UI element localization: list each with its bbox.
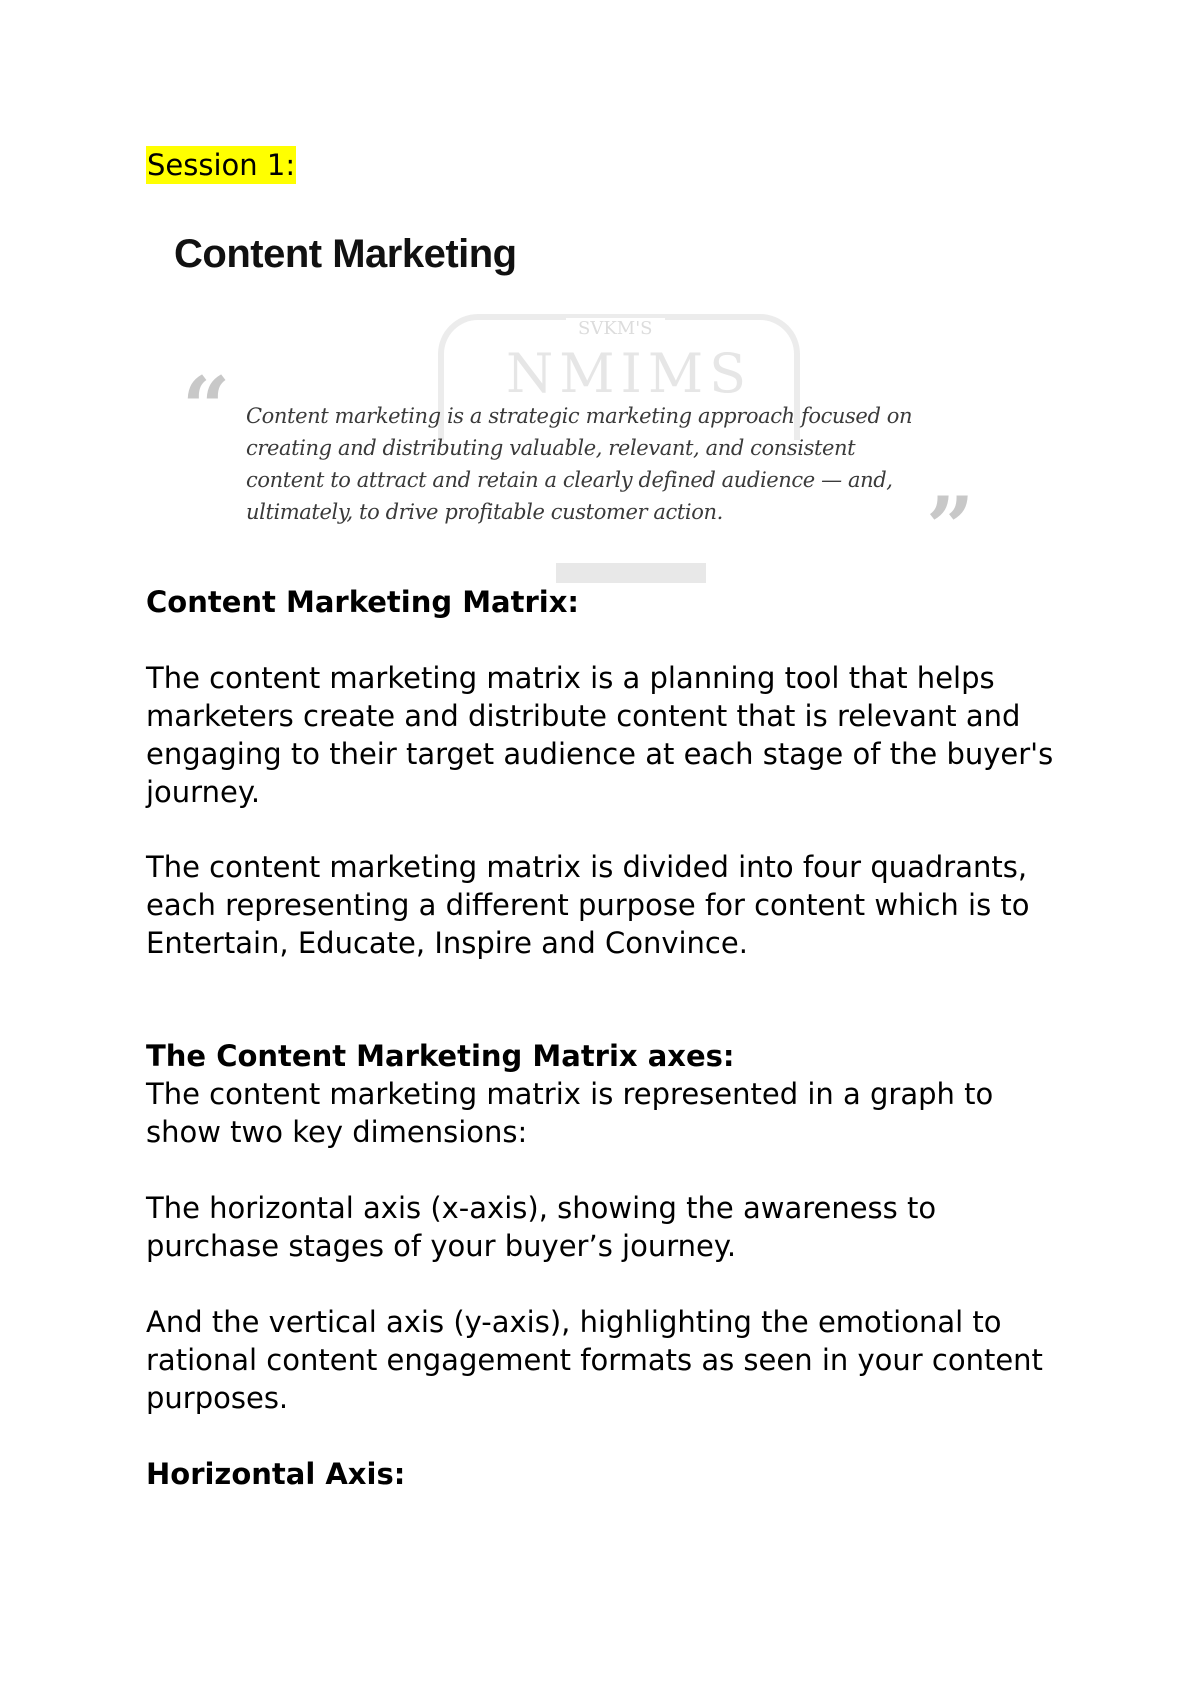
matrix-heading: Content Marketing Matrix: <box>146 585 580 619</box>
horizontal-axis-heading: Horizontal Axis: <box>146 1457 406 1491</box>
definition-quote: Content marketing is a strategic marketing approach focused on creating and distributing valuable, relevant, and consistent content to attract and retain a clearly defined audience — and, ultimately, to drive profitable customer action. <box>246 404 913 524</box>
horizontal-axis-paragraph: The horizontal axis (x-axis), showing the awareness to purchase stages of your buyer’s journey. <box>146 1191 937 1263</box>
session-label: Session 1: <box>147 148 296 182</box>
axes-paragraph: The content marketing matrix is represented in a graph to show two key dimensions: <box>146 1077 994 1149</box>
vertical-axis-paragraph: And the vertical axis (y-axis), highlighting the emotional to rational content engagement formats as seen in your content purposes. <box>146 1305 1043 1415</box>
matrix-paragraph-2: The content marketing matrix is divided into four quadrants, each representing a different purpose for content which is to Entertain, Educate, Inspire and Convince. <box>146 850 1030 960</box>
close-quote-icon: ” <box>926 478 975 577</box>
image-title: Content Marketing <box>174 232 517 276</box>
content-marketing-image <box>146 218 986 588</box>
open-quote-icon: “ <box>182 358 231 457</box>
watermark-bottom-bar <box>556 563 706 583</box>
watermark-top-text: SVKM'S <box>566 318 665 339</box>
matrix-paragraph-1: The content marketing matrix is a planning tool that helps marketers create and distribute content that is relevant and engaging to their target audience at each stage of the buyer's journey. <box>146 661 1054 809</box>
axes-heading: The Content Marketing Matrix axes: <box>146 1039 735 1073</box>
watermark-main-text: NMIMS <box>506 342 753 405</box>
